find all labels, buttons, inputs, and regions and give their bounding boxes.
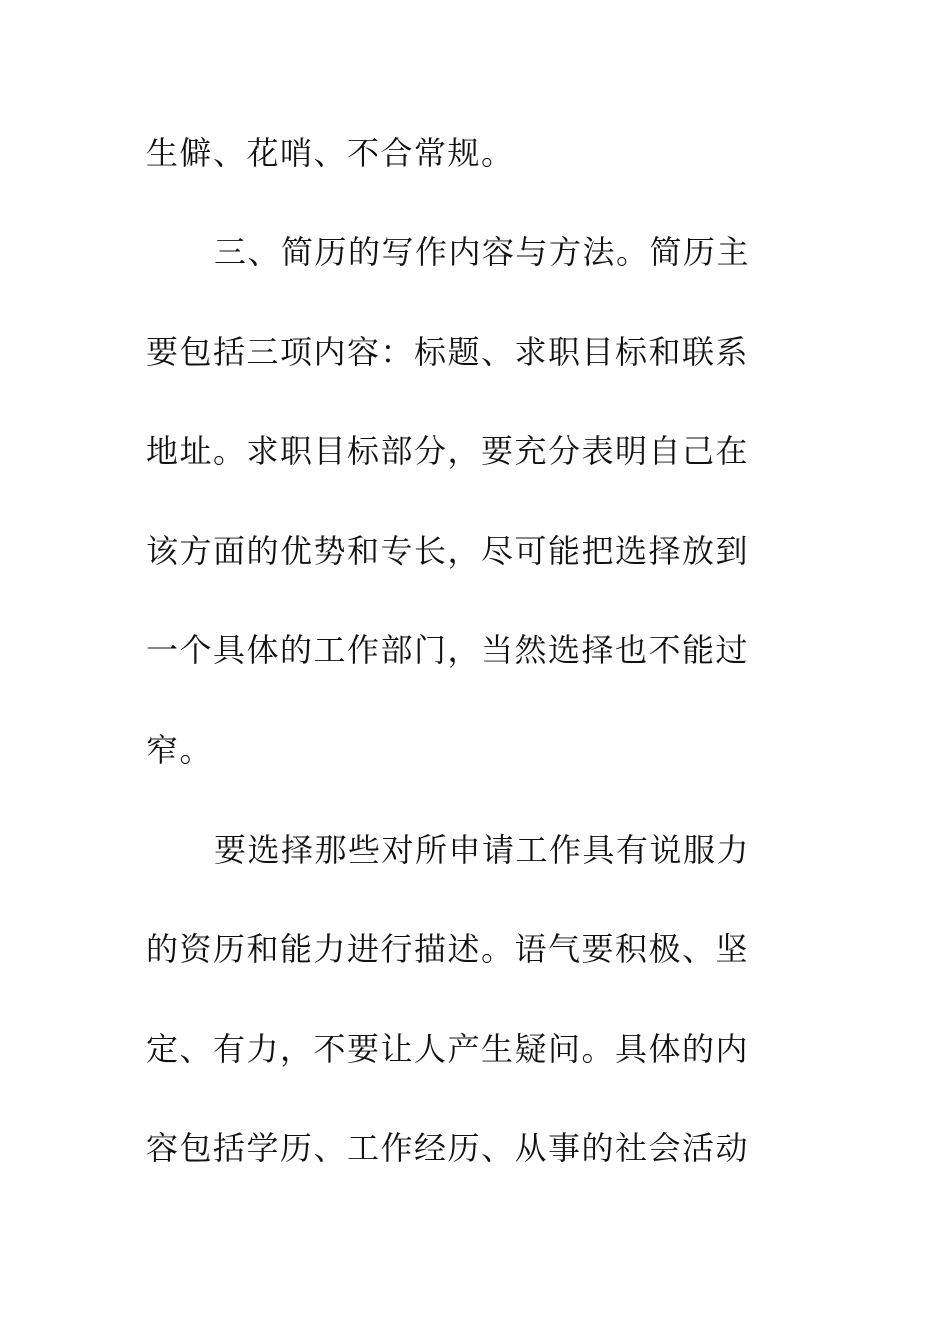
- paragraph-2-line-5: 一个具体的工作部门，当然选择也不能过: [146, 631, 750, 669]
- text-line-1: 生僻、花哨、不合常规。: [146, 134, 515, 172]
- paragraph-2-line-6: 窄。: [146, 731, 214, 769]
- paragraph-3-line-4: 容包括学历、工作经历、从事的社会活动: [146, 1129, 750, 1167]
- paragraph-2-line-1: 三、简历的写作内容与方法。简历主: [214, 233, 751, 271]
- paragraph-3-line-1: 要选择那些对所申请工作具有说服力: [214, 831, 751, 869]
- paragraph-2-line-2: 要包括三项内容：标题、求职目标和联系: [146, 333, 750, 371]
- paragraph-2-line-3: 地址。求职目标部分，要充分表明自己在: [146, 432, 750, 470]
- paragraph-3-line-3: 定、有力，不要让人产生疑问。具体的内: [146, 1030, 750, 1068]
- paragraph-2-line-4: 该方面的优势和专长，尽可能把选择放到: [146, 532, 750, 570]
- paragraph-3-line-2: 的资历和能力进行描述。语气要积极、坚: [146, 930, 750, 968]
